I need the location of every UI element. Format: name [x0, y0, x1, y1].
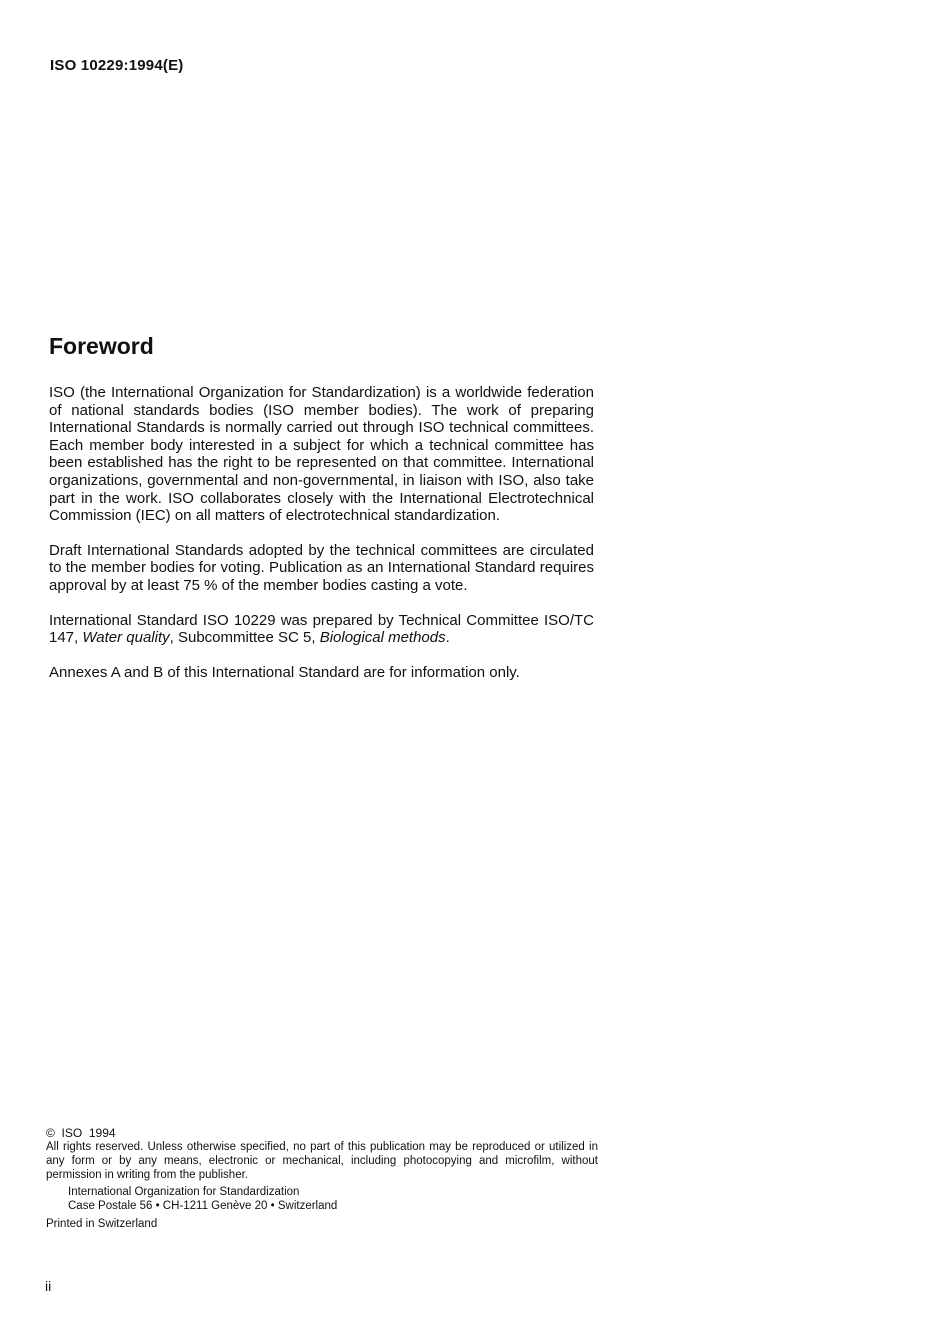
foreword-body [49, 384, 594, 698]
document-id: ISO 10229:1994(E) [50, 57, 184, 74]
committee-title: Water quality [82, 629, 170, 647]
foreword-paragraph-3 [49, 612, 594, 647]
publisher-organization: International Organization for Standardization [68, 1186, 300, 1198]
paragraph-3-text-3: . [445, 629, 450, 647]
subcommittee-title: Biological methods [319, 629, 446, 647]
copyright-holder: ISO 1994 [61, 1126, 116, 1140]
publisher-street-address: Case Postale 56 • CH-1211 Genève 20 • Switzerland [68, 1200, 338, 1212]
foreword-paragraph-1: ISO (the International Organization for Standardization) is a worldwide federation of national standards bodies (ISO member bodies). The work of preparing International Standards is normally carried out through ISO technical committees. Each member body interested in a subject for which a technical committee has been established has the right to be represented on that committee. International organizations, governmental and non-governmental, in liaison with ISO, also take part in the work. ISO collaborates closely with the International Electrotechnical Commission (IEC) on all matters of electrotechnical standardization. [49, 384, 594, 525]
foreword-heading: Foreword [49, 333, 154, 359]
copyright-symbol: © [46, 1126, 55, 1140]
rights-statement: All rights reserved. Unless otherwise specified, no part of this publication may be reproduced or utilized in any form or by any means, electronic or mechanical, including photocopying and microfilm, without permission in writing from the publisher. [46, 1141, 598, 1181]
foreword-paragraph-2: Draft International Standards adopted by the technical committees are circulated to the member bodies for voting. Publication as an International Standard requires approval by at least 75 % of the member bodies casting a vote. [49, 541, 594, 594]
copyright-line [46, 1126, 598, 1140]
page-number: ii [45, 1278, 52, 1294]
foreword-paragraph-4: Annexes A and B of this International Standard are for information only. [49, 663, 520, 681]
copyright-notice [46, 1126, 598, 1231]
paragraph-3-text-1: International Standard ISO 10229 was prepared by Technical Committee ISO/TC 147, [49, 611, 594, 647]
paragraph-3-text-2: , Subcommittee SC 5, [169, 629, 320, 647]
printed-location: Printed in Switzerland [46, 1218, 158, 1230]
publisher-address [68, 1185, 598, 1213]
